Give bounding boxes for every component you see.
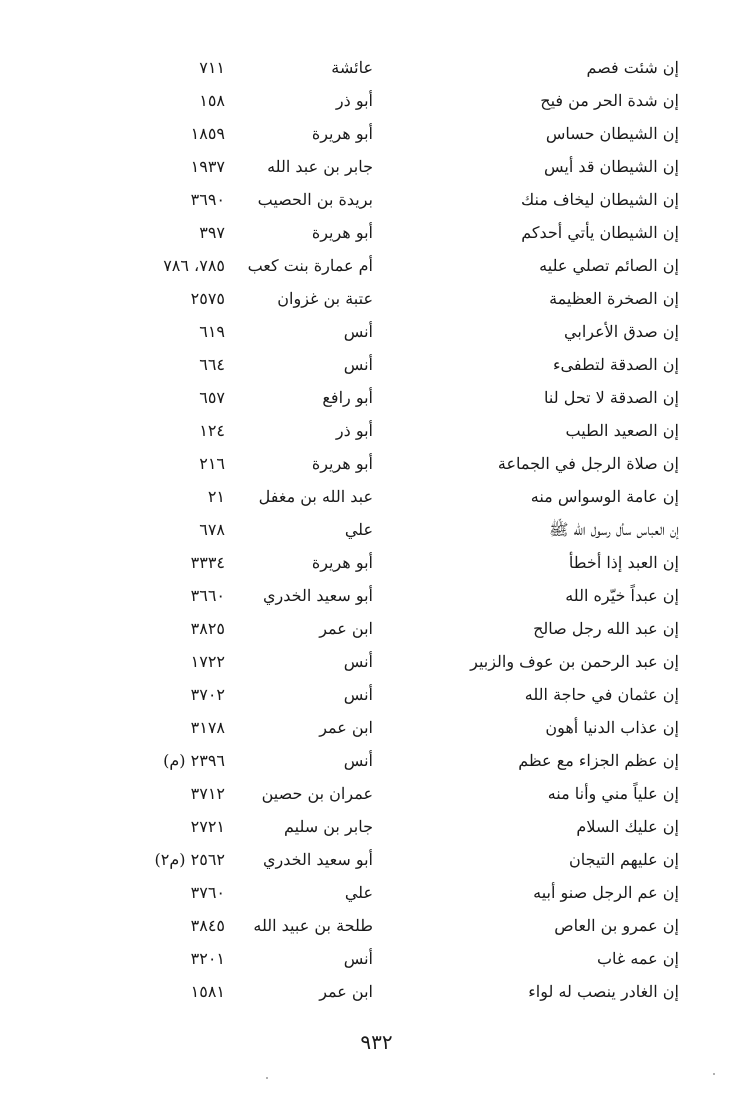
table-row (0, 480, 753, 513)
hadith-number: ٦٧٨ (199, 520, 225, 539)
table-row (0, 183, 753, 216)
hadith-number: ٦٦٤ (199, 355, 225, 374)
table-row (0, 810, 753, 843)
hadith-number: ٣٦٦٠ (190, 586, 225, 605)
narrator-name: أنس (343, 949, 373, 968)
hadith-text: إن صلاة الرجل في الجماعة (497, 454, 679, 473)
hadith-text: إن عمرو بن العاص (554, 916, 679, 935)
hadith-number: ١٧٢٢ (190, 652, 225, 671)
table-row (0, 546, 753, 579)
narrator-name: أم عمارة بنت كعب (247, 256, 373, 275)
hadith-text: إن عثمان في حاجة الله (524, 685, 679, 704)
hadith-text: إن العباس سأل رسول الله ﷺ (549, 520, 679, 539)
table-row (0, 975, 753, 1008)
hadith-number: ٣٧٦٠ (190, 883, 225, 902)
table-row (0, 348, 753, 381)
hadith-number: ١٨٥٩ (190, 124, 225, 143)
hadith-text: إن الصخرة العظيمة (549, 289, 679, 308)
narrator-name: أبو هريرة (311, 223, 373, 242)
table-row (0, 84, 753, 117)
narrator-name: عمران بن حصين (261, 784, 373, 803)
narrator-name: ابن عمر (319, 982, 373, 1001)
narrator-name: عائشة (331, 58, 373, 77)
page-number: ٩٣٢ (360, 1030, 393, 1054)
hadith-text: إن علياً مني وأنا منه (547, 784, 679, 803)
narrator-name: أنس (343, 322, 373, 341)
table-row (0, 51, 753, 84)
hadith-text: إن العبد إذا أخطأ (568, 553, 679, 572)
scan-speck (713, 1073, 715, 1075)
table-row (0, 513, 753, 546)
narrator-name: أبو هريرة (311, 124, 373, 143)
narrator-name: أبو سعيد الخدري (263, 850, 373, 869)
hadith-text: إن عامة الوسواس منه (530, 487, 679, 506)
hadith-text: إن الصعيد الطيب (565, 421, 679, 440)
table-row (0, 777, 753, 810)
narrator-name: أبو رافع (322, 388, 373, 407)
scan-speck (266, 1077, 268, 1079)
hadith-text: إن الشيطان قد أيس (544, 157, 679, 176)
table-row (0, 414, 753, 447)
hadith-number: ١٥٨١ (190, 982, 225, 1001)
narrator-name: أبو سعيد الخدري (263, 586, 373, 605)
narrator-name: علي (344, 883, 373, 902)
hadith-number: ١٩٣٧ (190, 157, 225, 176)
table-row (0, 579, 753, 612)
narrator-name: أبو ذر (335, 91, 373, 110)
hadith-text: إن عظم الجزاء مع عظم (518, 751, 679, 770)
narrator-name: أنس (343, 685, 373, 704)
table-row (0, 942, 753, 975)
table-row (0, 678, 753, 711)
table-row (0, 150, 753, 183)
hadith-number: ٦١٩ (199, 322, 225, 341)
narrator-name: جابر بن سليم (283, 817, 373, 836)
narrator-name: علي (344, 520, 373, 539)
hadith-text: إن الشيطان حساس (545, 124, 679, 143)
narrator-name: أنس (343, 652, 373, 671)
hadith-number: ١٢٤ (199, 421, 225, 440)
table-row (0, 612, 753, 645)
hadith-text: إن الصدقة لتطفىء (553, 355, 679, 374)
narrator-name: جابر بن عبد الله (267, 157, 373, 176)
hadith-number: ٣٣٣٤ (190, 553, 225, 572)
hadith-number: ٢٥٦٢ (م٢) (154, 850, 225, 869)
hadith-number: ٣٢٠١ (190, 949, 225, 968)
table-row (0, 381, 753, 414)
table-row (0, 117, 753, 150)
narrator-name: ابن عمر (319, 619, 373, 638)
hadith-number: ٣٨٢٥ (190, 619, 225, 638)
table-row (0, 249, 753, 282)
table-row (0, 645, 753, 678)
table-row (0, 315, 753, 348)
hadith-text: إن عبد الله رجل صالح (533, 619, 679, 638)
hadith-number: ٧٨٥، ٧٨٦ (163, 256, 225, 275)
hadith-text: إن الغادر ينصب له لواء (528, 982, 679, 1001)
narrator-name: أنس (343, 355, 373, 374)
table-row (0, 876, 753, 909)
hadith-number: ٧١١ (199, 58, 225, 77)
hadith-text: إن صدق الأعرابي (564, 322, 679, 341)
hadith-text: إن الصائم تصلي عليه (539, 256, 679, 275)
table-row (0, 711, 753, 744)
narrator-name: بريدة بن الحصيب (257, 190, 373, 209)
hadith-number: ٣٦٩٠ (190, 190, 225, 209)
narrator-name: عبد الله بن مغفل (258, 487, 373, 506)
hadith-number: ٢١ (207, 487, 225, 506)
hadith-text: إن عذاب الدنيا أهون (545, 718, 679, 737)
narrator-name: أبو ذر (335, 421, 373, 440)
hadith-number: ٣٩٧ (199, 223, 225, 242)
hadith-number: ٣٧٠٢ (190, 685, 225, 704)
narrator-name: طلحة بن عبيد الله (253, 916, 373, 935)
hadith-text: إن عليهم التيجان (569, 850, 679, 869)
hadith-text: إن شدة الحر من فيح (540, 91, 679, 110)
table-row (0, 216, 753, 249)
hadith-number: ٢٣٩٦ (م) (163, 751, 225, 770)
hadith-index-table (0, 51, 753, 1008)
hadith-number: ٢٥٧٥ (190, 289, 225, 308)
hadith-text: إن عبداً خيّره الله (565, 586, 679, 605)
hadith-number: ٢١٦ (199, 454, 225, 473)
hadith-text: إن الشيطان يأتي أحدكم (521, 223, 679, 242)
hadith-number: ٣٨٤٥ (190, 916, 225, 935)
table-row (0, 744, 753, 777)
hadith-text: إن عليك السلام (576, 817, 679, 836)
hadith-text: إن عمه غاب (596, 949, 679, 968)
hadith-text: إن الصدقة لا تحل لنا (544, 388, 679, 407)
narrator-name: ابن عمر (319, 718, 373, 737)
hadith-number: ٢٧٢١ (190, 817, 225, 836)
hadith-number: ١٥٨ (199, 91, 225, 110)
narrator-name: أنس (343, 751, 373, 770)
hadith-text: إن الشيطان ليخاف منك (521, 190, 679, 209)
hadith-text: إن عبد الرحمن بن عوف والزبير (470, 652, 679, 671)
hadith-text: إن عم الرجل صنو أبيه (533, 883, 679, 902)
table-row (0, 282, 753, 315)
narrator-name: عتبة بن غزوان (277, 289, 373, 308)
hadith-number: ٦٥٧ (199, 388, 225, 407)
hadith-number: ٣١٧٨ (190, 718, 225, 737)
hadith-number: ٣٧١٢ (190, 784, 225, 803)
table-row (0, 447, 753, 480)
narrator-name: أبو هريرة (311, 553, 373, 572)
table-row (0, 909, 753, 942)
table-row (0, 843, 753, 876)
narrator-name: أبو هريرة (311, 454, 373, 473)
hadith-text: إن شئت فصم (586, 58, 679, 77)
